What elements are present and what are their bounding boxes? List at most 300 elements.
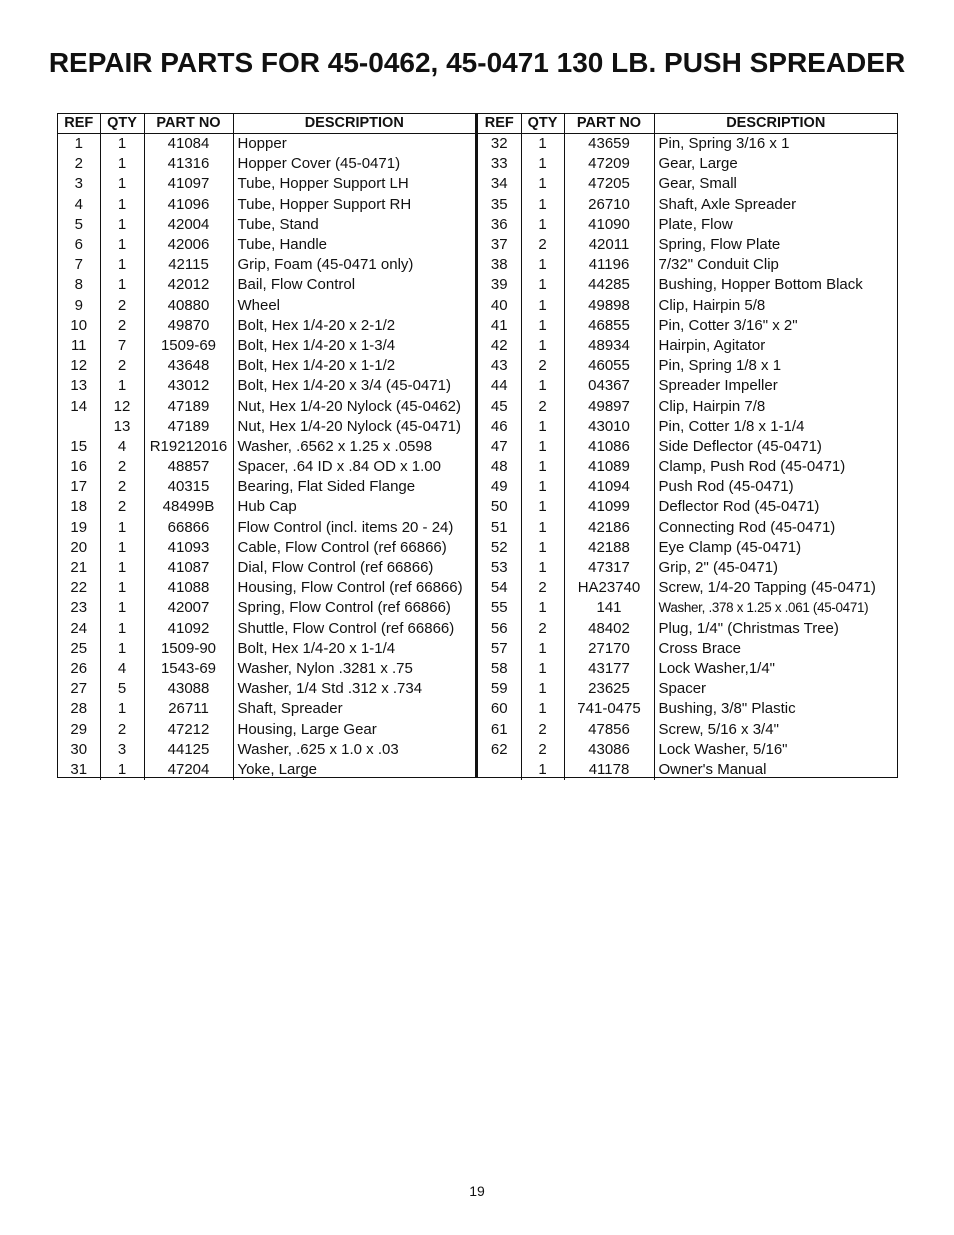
- table-row: [478, 639, 897, 659]
- part-no-cell: 41178: [564, 760, 654, 780]
- ref-cell: 33: [478, 154, 521, 174]
- ref-cell: 43: [478, 356, 521, 376]
- ref-cell: 60: [478, 699, 521, 719]
- ref-cell: 24: [58, 619, 100, 639]
- qty-cell: 1: [521, 174, 564, 194]
- ref-cell: 18: [58, 497, 100, 517]
- description-cell: Wheel: [237, 296, 281, 314]
- ref-cell: 8: [58, 275, 100, 295]
- ref-cell: 52: [478, 538, 521, 558]
- table-row: [58, 437, 475, 457]
- ref-cell: 11: [58, 336, 100, 356]
- description-cell: Shuttle, Flow Control (ref 66866): [237, 619, 455, 637]
- ref-cell: 59: [478, 679, 521, 699]
- part-no-cell: 1509-69: [144, 336, 233, 356]
- table-row: [478, 760, 897, 780]
- qty-cell: 2: [100, 316, 144, 336]
- part-no-cell: 42007: [144, 598, 233, 618]
- ref-cell: 6: [58, 235, 100, 255]
- description-cell: Connecting Rod (45-0471): [658, 518, 836, 536]
- part-no-cell: 42004: [144, 215, 233, 235]
- table-row: [478, 679, 897, 699]
- description-cell: Cable, Flow Control (ref 66866): [237, 538, 447, 556]
- table-row: [478, 477, 897, 497]
- description-cell: Spacer, .64 ID x .84 OD x 1.00: [237, 458, 441, 476]
- qty-cell: 1: [100, 578, 144, 598]
- table-row: [478, 558, 897, 578]
- part-no-cell: 41094: [564, 477, 654, 497]
- table-row: [478, 457, 897, 477]
- table-row: [478, 417, 897, 437]
- description-cell: Bushing, Hopper Bottom Black: [658, 276, 863, 294]
- table-row: [58, 316, 475, 336]
- description-cell: Grip, Foam (45-0471 only): [237, 256, 414, 274]
- qty-cell: 1: [521, 215, 564, 235]
- description-cell: Bail, Flow Control: [237, 276, 356, 294]
- table-row: [58, 740, 475, 760]
- description-cell: Clip, Hairpin 5/8: [658, 296, 766, 314]
- qty-cell: 1: [521, 558, 564, 578]
- table-row: [58, 154, 475, 174]
- header-part-no: PART NO: [564, 114, 654, 134]
- part-no-cell: 26711: [144, 699, 233, 719]
- description-cell: Tube, Stand: [237, 215, 319, 233]
- description-cell: Bearing, Flat Sided Flange: [237, 478, 416, 496]
- part-no-cell: 46855: [564, 316, 654, 336]
- ref-cell: 20: [58, 538, 100, 558]
- part-no-cell: 42012: [144, 275, 233, 295]
- part-no-cell: 43659: [564, 134, 654, 155]
- part-no-cell: 48857: [144, 457, 233, 477]
- description-cell: Nut, Hex 1/4-20 Nylock (45-0462): [237, 397, 461, 415]
- ref-cell: 9: [58, 296, 100, 316]
- ref-cell: 38: [478, 255, 521, 275]
- part-no-cell: 47204: [144, 760, 233, 780]
- part-no-cell: 43012: [144, 376, 233, 396]
- table-row: [58, 275, 475, 295]
- part-no-cell: 43086: [564, 740, 654, 760]
- part-no-cell: 42188: [564, 538, 654, 558]
- part-no-cell: 40880: [144, 296, 233, 316]
- description-cell: Shaft, Spreader: [237, 700, 343, 718]
- qty-cell: 1: [100, 518, 144, 538]
- table-row: [478, 699, 897, 719]
- table-row: [478, 356, 897, 376]
- part-no-cell: 49898: [564, 296, 654, 316]
- part-no-cell: 46055: [564, 356, 654, 376]
- description-cell: Pin, Cotter 1/8 x 1-1/4: [658, 417, 805, 435]
- part-no-cell: 47205: [564, 174, 654, 194]
- part-no-cell: 27170: [564, 639, 654, 659]
- description-cell: Tube, Hopper Support LH: [237, 175, 409, 193]
- description-cell: Screw, 5/16 x 3/4": [658, 720, 779, 738]
- part-no-cell: 41099: [564, 497, 654, 517]
- qty-cell: 1: [100, 134, 144, 155]
- ref-cell: 10: [58, 316, 100, 336]
- part-no-cell: 47212: [144, 719, 233, 739]
- part-no-cell: 48402: [564, 619, 654, 639]
- ref-cell: 50: [478, 497, 521, 517]
- table-row: [478, 215, 897, 235]
- qty-cell: 1: [100, 255, 144, 275]
- table-row: [478, 518, 897, 538]
- part-no-cell: 41088: [144, 578, 233, 598]
- part-no-cell: 41089: [564, 457, 654, 477]
- description-cell: Spreader Impeller: [658, 377, 778, 395]
- part-no-cell: 41092: [144, 619, 233, 639]
- ref-cell: 19: [58, 518, 100, 538]
- qty-cell: 1: [521, 639, 564, 659]
- header-qty: QTY: [100, 114, 144, 134]
- table-row: [58, 538, 475, 558]
- description-cell: 7/32" Conduit Clip: [658, 256, 779, 274]
- description-cell: Bolt, Hex 1/4-20 x 1-3/4: [237, 336, 396, 354]
- part-no-cell: 66866: [144, 518, 233, 538]
- table-row: [58, 578, 475, 598]
- ref-cell: 3: [58, 174, 100, 194]
- part-no-cell: 26710: [564, 195, 654, 215]
- description-cell: Bolt, Hex 1/4-20 x 1-1/2: [237, 357, 396, 375]
- ref-cell: 40: [478, 296, 521, 316]
- qty-cell: 5: [100, 679, 144, 699]
- header-ref: REF: [58, 114, 100, 134]
- description-cell: Bolt, Hex 1/4-20 x 3/4 (45-0471): [237, 377, 451, 395]
- qty-cell: 2: [521, 356, 564, 376]
- table-row: [58, 457, 475, 477]
- part-no-cell: 48499B: [144, 497, 233, 517]
- table-row: [58, 336, 475, 356]
- table-row: [478, 316, 897, 336]
- qty-cell: 1: [521, 437, 564, 457]
- table-row: [478, 255, 897, 275]
- ref-cell: [478, 760, 521, 780]
- table-row: [58, 719, 475, 739]
- qty-cell: 1: [100, 760, 144, 780]
- qty-cell: 1: [521, 275, 564, 295]
- part-no-cell: HA23740: [564, 578, 654, 598]
- part-no-cell: 141: [564, 598, 654, 618]
- ref-cell: 16: [58, 457, 100, 477]
- description-cell: Yoke, Large: [237, 760, 318, 778]
- part-no-cell: 43177: [564, 659, 654, 679]
- description-cell: Washer, .378 x 1.25 x .061 (45-0471): [658, 600, 869, 616]
- ref-cell: 25: [58, 639, 100, 659]
- qty-cell: 1: [521, 376, 564, 396]
- ref-cell: 37: [478, 235, 521, 255]
- qty-cell: 1: [521, 296, 564, 316]
- table-row: [478, 659, 897, 679]
- qty-cell: 2: [100, 497, 144, 517]
- table-row: [58, 235, 475, 255]
- ref-cell: 35: [478, 195, 521, 215]
- ref-cell: 7: [58, 255, 100, 275]
- qty-cell: 1: [100, 376, 144, 396]
- qty-cell: 1: [521, 457, 564, 477]
- table-row: [58, 396, 475, 416]
- table-row: [478, 154, 897, 174]
- part-no-cell: 47209: [564, 154, 654, 174]
- table-row: [58, 699, 475, 719]
- ref-cell: 45: [478, 396, 521, 416]
- description-cell: Spring, Flow Plate: [658, 236, 781, 254]
- qty-cell: 1: [100, 215, 144, 235]
- ref-cell: 58: [478, 659, 521, 679]
- ref-cell: 15: [58, 437, 100, 457]
- qty-cell: 2: [521, 578, 564, 598]
- part-no-cell: 41093: [144, 538, 233, 558]
- description-cell: Gear, Small: [658, 175, 737, 193]
- description-cell: Housing, Large Gear: [237, 720, 377, 738]
- qty-cell: 1: [521, 518, 564, 538]
- table-row: [478, 437, 897, 457]
- parts-table-left: [58, 114, 475, 780]
- description-cell: Pin, Cotter 3/16" x 2": [658, 316, 798, 334]
- qty-cell: 7: [100, 336, 144, 356]
- ref-cell: 61: [478, 719, 521, 739]
- table-row: [58, 376, 475, 396]
- ref-cell: 13: [58, 376, 100, 396]
- table-row: [58, 679, 475, 699]
- table-row: [478, 497, 897, 517]
- qty-cell: 2: [521, 719, 564, 739]
- table-row: [58, 417, 475, 437]
- parts-table-right: [478, 114, 897, 780]
- ref-cell: 39: [478, 275, 521, 295]
- description-cell: Flow Control (incl. items 20 - 24): [237, 518, 454, 536]
- table-row: [58, 760, 475, 780]
- description-cell: Gear, Large: [658, 155, 738, 173]
- header-part-no: PART NO: [144, 114, 233, 134]
- qty-cell: 4: [100, 659, 144, 679]
- part-no-cell: 40315: [144, 477, 233, 497]
- part-no-cell: 1543-69: [144, 659, 233, 679]
- qty-cell: 1: [100, 619, 144, 639]
- description-cell: Washer, 1/4 Std .312 x .734: [237, 680, 423, 698]
- qty-cell: 1: [521, 195, 564, 215]
- qty-cell: 2: [521, 396, 564, 416]
- description-cell: Washer, .625 x 1.0 x .03: [237, 740, 399, 758]
- table-row: [478, 195, 897, 215]
- qty-cell: 1: [100, 154, 144, 174]
- ref-cell: 47: [478, 437, 521, 457]
- ref-cell: 32: [478, 134, 521, 155]
- table-row: [478, 174, 897, 194]
- description-cell: Side Deflector (45-0471): [658, 437, 822, 455]
- description-cell: Lock Washer,1/4": [658, 659, 775, 677]
- description-cell: Plug, 1/4" (Christmas Tree): [658, 619, 839, 637]
- description-cell: Tube, Handle: [237, 236, 328, 254]
- table-row: [478, 376, 897, 396]
- parts-table-right-body: [478, 134, 897, 781]
- part-no-cell: 47317: [564, 558, 654, 578]
- qty-cell: 1: [521, 316, 564, 336]
- ref-cell: 22: [58, 578, 100, 598]
- table-row: [58, 356, 475, 376]
- part-no-cell: 1509-90: [144, 639, 233, 659]
- qty-cell: 1: [100, 639, 144, 659]
- table-header-row: [478, 114, 897, 134]
- part-no-cell: 41087: [144, 558, 233, 578]
- qty-cell: 1: [100, 699, 144, 719]
- description-cell: Spring, Flow Control (ref 66866): [237, 599, 451, 617]
- table-row: [478, 134, 897, 155]
- qty-cell: 1: [521, 679, 564, 699]
- ref-cell: 51: [478, 518, 521, 538]
- ref-cell: 28: [58, 699, 100, 719]
- ref-cell: 62: [478, 740, 521, 760]
- part-no-cell: 41316: [144, 154, 233, 174]
- description-cell: Washer, Nylon .3281 x .75: [237, 659, 413, 677]
- ref-cell: 55: [478, 598, 521, 618]
- ref-cell: 27: [58, 679, 100, 699]
- ref-cell: 48: [478, 457, 521, 477]
- qty-cell: 4: [100, 437, 144, 457]
- ref-cell: 54: [478, 578, 521, 598]
- qty-cell: 1: [100, 275, 144, 295]
- table-row: [58, 518, 475, 538]
- qty-cell: 1: [100, 598, 144, 618]
- page-title: REPAIR PARTS FOR 45-0462, 45-0471 130 LB. PUSH SPREADER: [48, 47, 906, 78]
- header-ref: REF: [478, 114, 521, 134]
- part-no-cell: 48934: [564, 336, 654, 356]
- qty-cell: 1: [521, 336, 564, 356]
- description-cell: Hub Cap: [237, 498, 297, 516]
- table-row: [478, 538, 897, 558]
- part-no-cell: 41196: [564, 255, 654, 275]
- qty-cell: 1: [521, 417, 564, 437]
- qty-cell: 1: [100, 538, 144, 558]
- table-row: [478, 296, 897, 316]
- description-cell: Bolt, Hex 1/4-20 x 1-1/4: [237, 639, 396, 657]
- ref-cell: 49: [478, 477, 521, 497]
- table-row: [58, 639, 475, 659]
- ref-cell: 2: [58, 154, 100, 174]
- header-description: DESCRIPTION: [233, 114, 475, 134]
- ref-cell: 56: [478, 619, 521, 639]
- header-qty: QTY: [521, 114, 564, 134]
- qty-cell: 2: [521, 619, 564, 639]
- table-row: [58, 215, 475, 235]
- description-cell: Plate, Flow: [658, 215, 733, 233]
- part-no-cell: 41096: [144, 195, 233, 215]
- table-row: [478, 619, 897, 639]
- qty-cell: 3: [100, 740, 144, 760]
- ref-cell: 23: [58, 598, 100, 618]
- part-no-cell: 42006: [144, 235, 233, 255]
- description-cell: Owner's Manual: [658, 760, 767, 778]
- description-cell: Spacer: [658, 680, 707, 698]
- ref-cell: 26: [58, 659, 100, 679]
- part-no-cell: 741-0475: [564, 699, 654, 719]
- qty-cell: 2: [100, 296, 144, 316]
- header-description: DESCRIPTION: [654, 114, 897, 134]
- description-cell: Tube, Hopper Support RH: [237, 195, 412, 213]
- qty-cell: 1: [100, 235, 144, 255]
- qty-cell: 2: [521, 740, 564, 760]
- table-row: [58, 659, 475, 679]
- description-cell: Dial, Flow Control (ref 66866): [237, 559, 434, 577]
- table-row: [478, 336, 897, 356]
- ref-cell: 12: [58, 356, 100, 376]
- table-row: [58, 598, 475, 618]
- qty-cell: 1: [100, 195, 144, 215]
- description-cell: Screw, 1/4-20 Tapping (45-0471): [658, 579, 876, 597]
- part-no-cell: 23625: [564, 679, 654, 699]
- part-no-cell: 42011: [564, 235, 654, 255]
- qty-cell: 12: [100, 396, 144, 416]
- description-cell: Pin, Spring 3/16 x 1: [658, 135, 790, 153]
- qty-cell: 1: [521, 497, 564, 517]
- qty-cell: 2: [100, 719, 144, 739]
- description-cell: Bolt, Hex 1/4-20 x 2-1/2: [237, 316, 396, 334]
- part-no-cell: 47189: [144, 417, 233, 437]
- part-no-cell: 44285: [564, 275, 654, 295]
- table-row: [478, 578, 897, 598]
- ref-cell: 34: [478, 174, 521, 194]
- qty-cell: 1: [100, 558, 144, 578]
- part-no-cell: 49897: [564, 396, 654, 416]
- part-no-cell: 43010: [564, 417, 654, 437]
- table-row: [58, 174, 475, 194]
- part-no-cell: 42115: [144, 255, 233, 275]
- ref-cell: 29: [58, 719, 100, 739]
- ref-cell: 46: [478, 417, 521, 437]
- ref-cell: 53: [478, 558, 521, 578]
- part-no-cell: 04367: [564, 376, 654, 396]
- table-row: [478, 396, 897, 416]
- part-no-cell: 43088: [144, 679, 233, 699]
- qty-cell: 1: [100, 174, 144, 194]
- part-no-cell: 49870: [144, 316, 233, 336]
- part-no-cell: 47856: [564, 719, 654, 739]
- part-no-cell: 41084: [144, 134, 233, 155]
- table-row: [58, 195, 475, 215]
- description-cell: Clamp, Push Rod (45-0471): [658, 458, 846, 476]
- description-cell: Lock Washer, 5/16": [658, 740, 788, 758]
- parts-table-left-body: [58, 134, 475, 781]
- ref-cell: [58, 417, 100, 437]
- table-row: [58, 134, 475, 155]
- ref-cell: 42: [478, 336, 521, 356]
- description-cell: Hopper Cover (45-0471): [237, 155, 401, 173]
- table-row: [58, 497, 475, 517]
- qty-cell: 1: [521, 255, 564, 275]
- description-cell: Cross Brace: [658, 639, 742, 657]
- description-cell: Pin, Spring 1/8 x 1: [658, 357, 782, 375]
- description-cell: Push Rod (45-0471): [658, 478, 794, 496]
- part-no-cell: 47189: [144, 396, 233, 416]
- ref-cell: 41: [478, 316, 521, 336]
- description-cell: Grip, 2" (45-0471): [658, 559, 779, 577]
- ref-cell: 17: [58, 477, 100, 497]
- qty-cell: 1: [521, 477, 564, 497]
- qty-cell: 1: [521, 538, 564, 558]
- ref-cell: 57: [478, 639, 521, 659]
- parts-tables: [57, 113, 898, 778]
- description-cell: Bushing, 3/8" Plastic: [658, 700, 796, 718]
- table-row: [478, 598, 897, 618]
- description-cell: Clip, Hairpin 7/8: [658, 397, 766, 415]
- description-cell: Deflector Rod (45-0471): [658, 498, 820, 516]
- part-no-cell: 41086: [564, 437, 654, 457]
- ref-cell: 14: [58, 396, 100, 416]
- table-row: [58, 619, 475, 639]
- qty-cell: 1: [521, 134, 564, 155]
- qty-cell: 13: [100, 417, 144, 437]
- ref-cell: 4: [58, 195, 100, 215]
- qty-cell: 2: [521, 235, 564, 255]
- ref-cell: 1: [58, 134, 100, 155]
